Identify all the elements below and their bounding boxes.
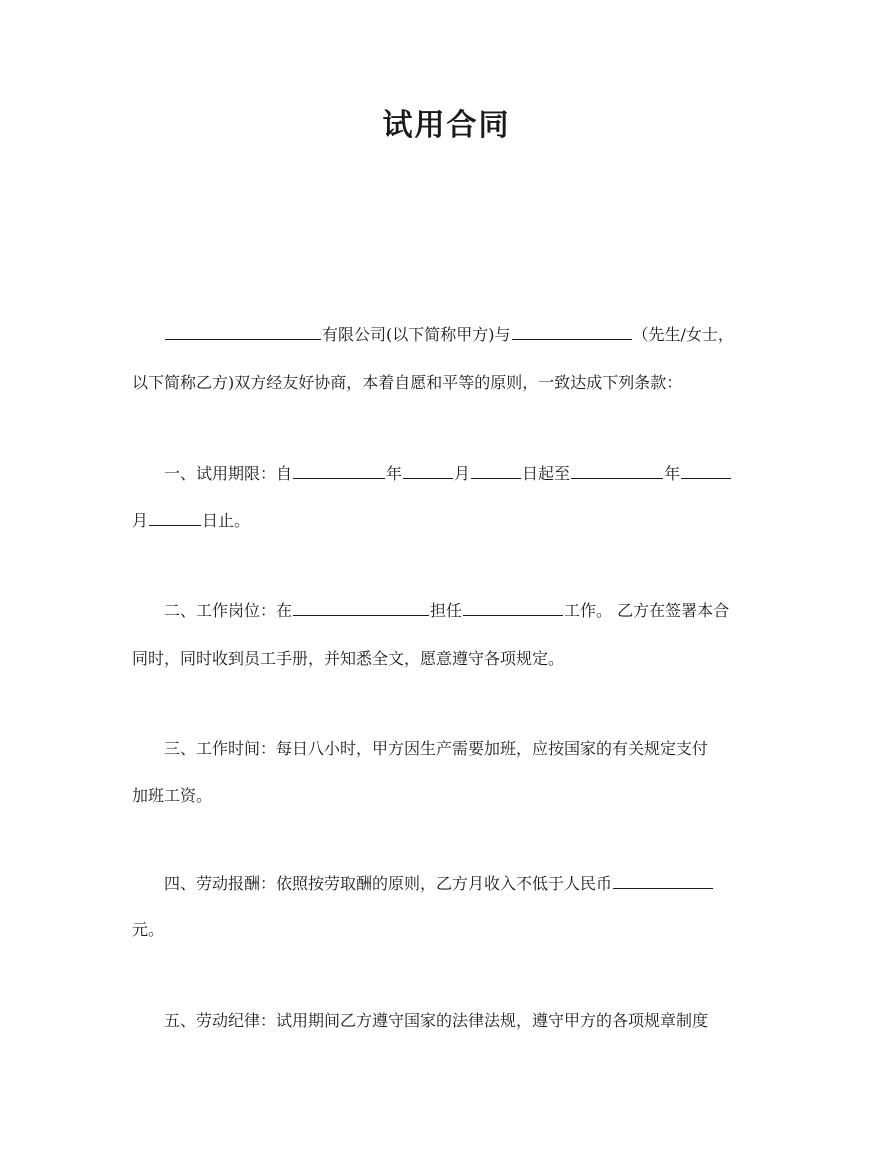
intro-line-2: 以下简称乙方)双方经友好协商，本着自愿和平等的原则，一致达成下列条款：: [132, 373, 683, 392]
end-month-blank-line-end[interactable]: [681, 462, 731, 479]
start-month-blank[interactable]: [403, 462, 453, 479]
end-year-blank[interactable]: [571, 462, 663, 479]
clause-1-line-1: 一、试用期限：自 年 月 日起至 年: [164, 462, 772, 486]
start-year-blank[interactable]: [293, 462, 385, 479]
document-title: 试用合同: [382, 108, 511, 143]
start-day-blank[interactable]: [471, 462, 521, 479]
intro-line-1: 有限公司(以下简称甲方)与 （先生/女士，: [164, 323, 772, 347]
clause-3-line-1: 三、工作时间：每日八小时，甲方因生产需要加班，应按国家的有关规定支付: [164, 739, 709, 758]
clause-5-line-1: 五、劳动纪律：试用期间乙方遵守国家的法律法规，遵守甲方的各项规章制度: [164, 1011, 709, 1030]
workplace-blank[interactable]: [293, 599, 429, 616]
clause-4-line-1: 四、劳动报酬：依照按劳取酬的原则，乙方月收入不低于人民币: [164, 872, 772, 896]
clause-4-line-2: 元。: [132, 920, 165, 939]
position-blank[interactable]: [463, 599, 563, 616]
end-day-blank[interactable]: [149, 509, 201, 526]
company-name-blank[interactable]: [165, 323, 321, 340]
clause-2-line-2: 同时，同时收到员工手册，并知悉全文，愿意遵守各项规定。: [132, 649, 565, 668]
clause-2-line-1: 二、工作岗位：在 担任 工作。 乙方在签署本合: [164, 601, 730, 620]
clause-3-line-2: 加班工资。: [132, 786, 213, 805]
clause-1-line-2: 月 日止。: [132, 511, 251, 530]
employee-name-blank[interactable]: [512, 323, 632, 340]
salary-blank[interactable]: [613, 872, 713, 889]
